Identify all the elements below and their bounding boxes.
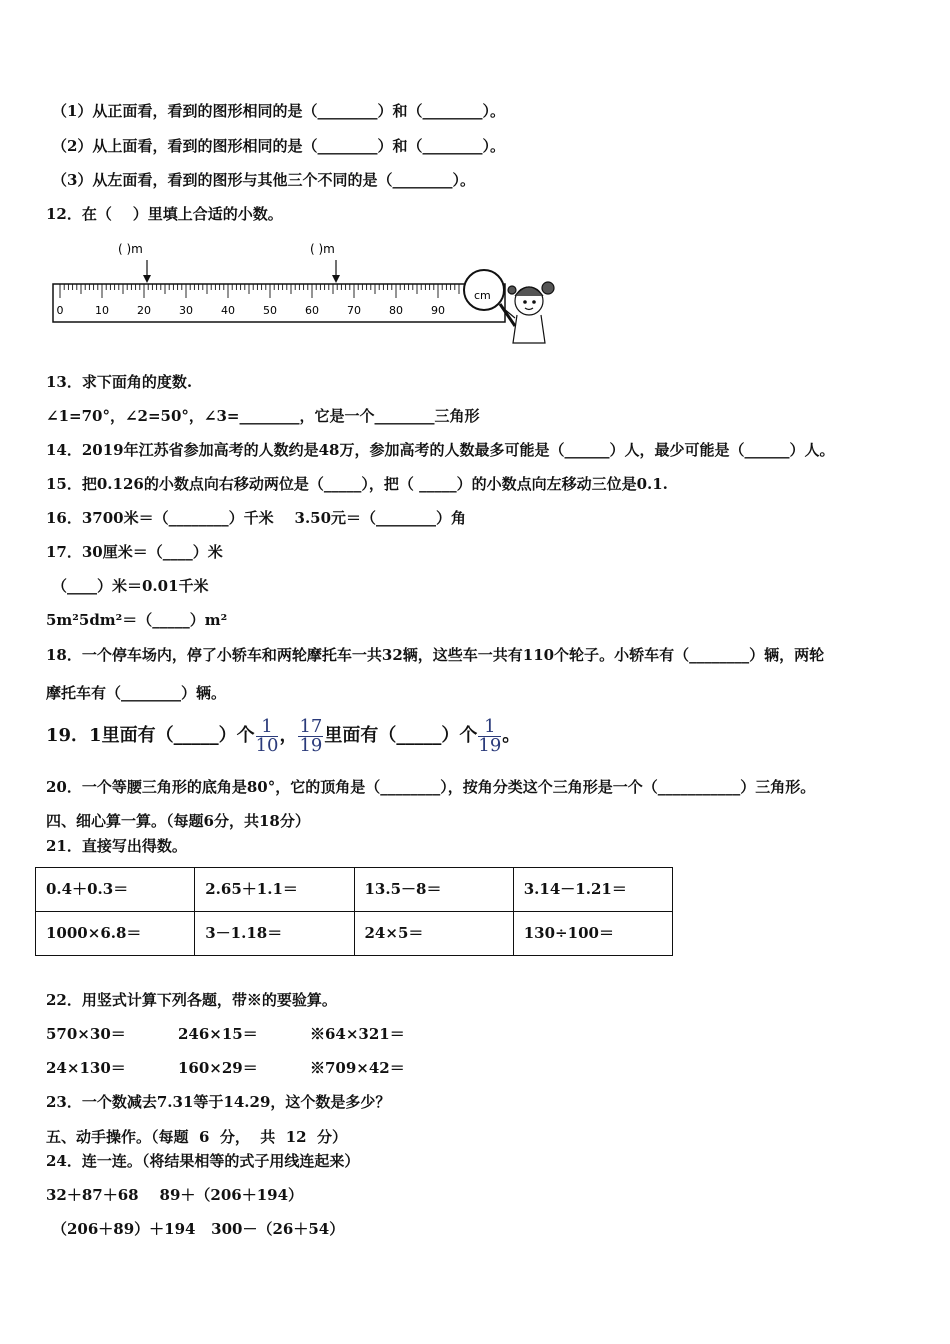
text: 20．一个等腰三角形的底角是80°，它的顶角是（________），按角分类这个三角形是一个（___________）三角形。: [46, 778, 816, 796]
text: 24×130＝ 160×29＝ ※709×42＝: [46, 1059, 405, 1077]
text: 17．30厘米＝（____）米: [46, 543, 223, 561]
text: 570×30＝ 246×15＝ ※64×321＝: [46, 1025, 405, 1043]
text: （206＋89）＋194 300－（26＋54）: [52, 1220, 345, 1238]
text: ∠1=70°，∠2=50°，∠3=________，它是一个________三角形: [46, 407, 480, 425]
q22: [46, 990, 337, 1010]
q17: [46, 542, 223, 562]
denominator: 19: [299, 734, 323, 756]
denominator: 10: [255, 734, 279, 756]
ruler-tick-label: 20: [137, 304, 151, 317]
table-cell: 1000×6.8＝: [36, 912, 195, 956]
q14: [46, 440, 835, 460]
q23: [46, 1092, 390, 1112]
arrow-2-head: [332, 275, 340, 283]
period: 。: [502, 725, 521, 746]
q13: [46, 372, 192, 392]
ruler-tick-label: 50: [263, 304, 277, 317]
text: 23．一个数减去7.31等于14.29，这个数是多少？: [46, 1093, 391, 1111]
section-4-heading: [46, 811, 310, 831]
ruler-tick-label: 80: [389, 304, 403, 317]
q24-row-1: [46, 1185, 303, 1205]
table-row: [36, 912, 673, 956]
q19-text-2: 里面有（_____）个: [324, 725, 478, 746]
q13-angles: [46, 406, 479, 426]
text: 18．一个停车场内，停了小轿车和两轮摩托车一共32辆，这些车一共有110个轮子。小轿车有（________）辆，两轮: [46, 646, 825, 664]
ruler-tick-label: 60: [305, 304, 319, 317]
text: 15．把0.126的小数点向右移动两位是（_____），把（ _____）的小数点向左移动三位是0.1.: [46, 475, 668, 493]
text: 13．求下面角的度数.: [46, 373, 193, 391]
fraction-1-19: [478, 715, 502, 756]
text: 16．3700米＝（________）千米 3.50元＝（________）角: [46, 509, 467, 527]
table-cell: 13.5－8＝: [354, 868, 513, 912]
text: 24．连一连。（将结果相等的式子用线连起来）: [46, 1152, 360, 1170]
section-5-heading: [46, 1127, 347, 1147]
text: 14．2019年江苏省参加高考的人数约是48万，参加高考的人数最多可能是（______）人，最少可能是（______）人。: [46, 441, 835, 459]
q18-line-1: [46, 645, 824, 665]
q24-row-2: [52, 1219, 344, 1239]
ruler-tick-label: 90: [431, 304, 445, 317]
q11-line-1: [52, 101, 505, 121]
q19-text-1: 19．1里面有（_____）个: [46, 725, 255, 746]
text: （3）从左面看，看到的图形与其他三个不同的是（________）。: [52, 171, 475, 189]
denominator: 19: [478, 734, 502, 756]
text: （1）从正面看，看到的图形相同的是（________）和（________）。: [52, 102, 505, 120]
text: 摩托车有（________）辆。: [46, 684, 227, 702]
table-cell: 24×5＝: [354, 912, 513, 956]
q11-line-2: [52, 136, 505, 156]
table-cell: 2.65＋1.1＝: [195, 868, 354, 912]
table-cell: 0.4＋0.3＝: [36, 868, 195, 912]
q12: [46, 204, 283, 224]
q15: [46, 474, 668, 494]
table-cell: 3－1.18＝: [195, 912, 354, 956]
ruler-blank-1: ( )m: [118, 242, 143, 256]
q18-line-2: [46, 683, 226, 703]
q16: [46, 508, 466, 528]
q17-line-2: [52, 576, 209, 596]
text: （____）米＝0.01千米: [52, 577, 209, 595]
text: 四、细心算一算。（每题6分，共18分）: [46, 812, 310, 830]
ruler-tick-label: 70: [347, 304, 361, 317]
numerator: 1: [256, 718, 279, 737]
numerator: 1: [478, 718, 501, 737]
ruler-ticks: [60, 284, 459, 298]
comma: ，: [279, 725, 298, 746]
ruler-figure: [45, 238, 575, 348]
text: 32＋87＋68 89＋（206＋194）: [46, 1186, 304, 1204]
q20: [46, 777, 815, 797]
table-cell: 3.14－1.21＝: [513, 868, 672, 912]
q21: [46, 836, 187, 856]
ruler-tick-label: 0: [56, 304, 64, 317]
arrow-1-head: [143, 275, 151, 283]
table-row: [36, 868, 673, 912]
text: 22．用竖式计算下列各题，带※的要验算。: [46, 991, 337, 1009]
table-cell: 130÷100＝: [513, 912, 672, 956]
q19: [46, 714, 520, 758]
q22-row-2: [46, 1058, 405, 1078]
text: 5m²5dm²＝（_____）m²: [46, 611, 228, 629]
text: （2）从上面看，看到的图形相同的是（________）和（________）。: [52, 137, 505, 155]
q17-line-3: [46, 610, 227, 630]
ruler-tick-label: 30: [179, 304, 193, 317]
q22-row-1: [46, 1024, 405, 1044]
girl-illustration: [503, 282, 554, 343]
ruler-blank-2: ( )m: [310, 242, 335, 256]
text: 五、动手操作。（每题 6 分， 共 12 分）: [46, 1128, 348, 1146]
q24: [46, 1151, 359, 1171]
mental-calc-table: [35, 867, 673, 956]
ruler-unit: cm: [474, 289, 491, 302]
ruler-tick-labels: [57, 304, 446, 317]
text: 12．在（ ）里填上合适的小数。: [46, 205, 283, 223]
ruler-tick-label: 40: [221, 304, 235, 317]
q11-line-3: [52, 170, 475, 190]
numerator: 17: [299, 715, 323, 737]
ruler-tick-label: 10: [95, 304, 109, 317]
fraction-1-10: [255, 715, 279, 756]
fraction-17-19: [298, 715, 323, 756]
text: 21．直接写出得数。: [46, 837, 187, 855]
